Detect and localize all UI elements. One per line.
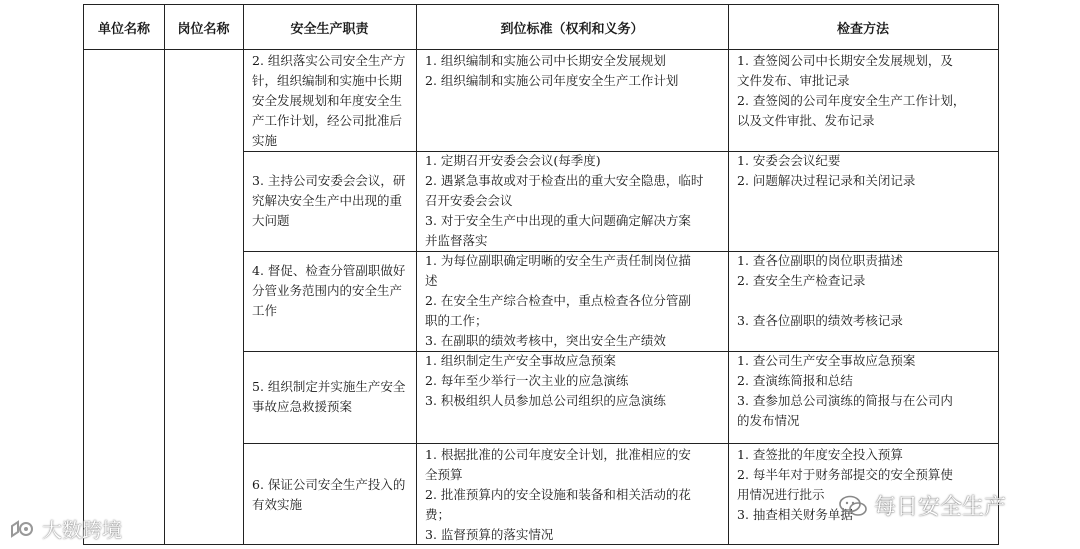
table-header-row — [84, 5, 998, 50]
table-row-standard: 1. 定期召开安委会会议(每季度) 2. 遇紧急事故或对于检查出的重大安全隐患，临时 召开安委会会议 3. 对于安全生产中出现的重大问题确定解决方案 并监督落实 — [425, 153, 704, 248]
header-unit-name: 单位名称 — [97, 21, 150, 37]
table-row-check: 1. 安委会会议纪要 2. 问题解决过程记录和关闭记录 — [737, 153, 916, 188]
table-row-standard: 1. 组织编制和实施公司中长期安全发展规划 2. 组织编制和实施公司年度安全生产工作计划 — [425, 53, 679, 88]
watermark-left — [8, 514, 122, 543]
table-row-duty: 3. 主持公司安委会会议，研 究解决安全生产中出现的重 大问题 — [252, 173, 406, 228]
watermark-right-text: 每日安全生产 — [874, 495, 1007, 520]
column-divider — [416, 5, 417, 544]
table-row-duty: 5. 组织制定并实施生产安全 事故应急救援预案 — [252, 379, 406, 414]
header-position-name: 岗位名称 — [177, 21, 230, 37]
table-row-duty: 6. 保证公司安全生产投入的 有效实施 — [252, 477, 406, 512]
table-row-standard: 1. 根据批准的公司年度安全计划，批准相应的安 全预算 2. 批准预算内的安全设施和装备和相关活动的花 费； 3. 监督预算的落实情况 — [425, 447, 691, 542]
table-row-standard: 1. 为每位副职确定明晰的安全生产责任制岗位描 述 2. 在安全生产综合检查中，重点检查各位分管副 职的工作； 3. 在副职的绩效考核中，突出安全生产绩效 — [425, 253, 691, 348]
column-divider — [728, 5, 729, 544]
header-standard: 到位标准（权利和义务） — [500, 21, 644, 37]
table-row-check: 1. 查签批的年度安全投入预算 2. 每半年对于财务部提交的安全预算使 用情况进行批示 3. 抽查相关财务单据 — [737, 447, 953, 522]
column-divider — [164, 5, 165, 544]
responsibility-table — [83, 4, 999, 545]
watermark-right — [838, 490, 1006, 521]
table-row-check: 1. 查各位副职的岗位职责描述 2. 查安全生产检查记录 3. 查各位副职的绩效考核记录 — [737, 253, 903, 328]
table-row-standard: 1. 组织制定生产安全事故应急预案 2. 每年至少举行一次主业的应急演练 3. 积极组织人员参加总公司组织的应急演练 — [425, 353, 666, 408]
column-divider — [243, 5, 244, 544]
watermark-left-text: 大数跨境 — [42, 518, 122, 542]
header-safety-duty: 安全生产职责 — [290, 21, 369, 37]
table-row-check: 1. 查公司生产安全事故应急预案 2. 查演练简报和总结 3. 查参加总公司演练的简报与在公司内 的发布情况 — [737, 353, 953, 428]
table-row-duty: 4. 督促、检查分管副职做好 分管业务范围内的安全生产 工作 — [252, 263, 406, 318]
row-divider — [243, 443, 998, 444]
table-row-duty: 2. 组织落实公司安全生产方 针，组织编制和实施中长期 安全发展规划和年度安全生 产工作计划，经公司批准后 实施 — [252, 53, 406, 148]
table-row-check: 1. 查签阅公司中长期安全发展规划，及 文件发布、审批记录 2. 查签阅的公司年度安全生产工作计划， 以及文件审批、发布记录 — [737, 53, 966, 128]
brand-logo-icon — [8, 518, 38, 540]
header-check-method: 检查方法 — [836, 21, 889, 37]
wechat-icon — [838, 495, 868, 517]
